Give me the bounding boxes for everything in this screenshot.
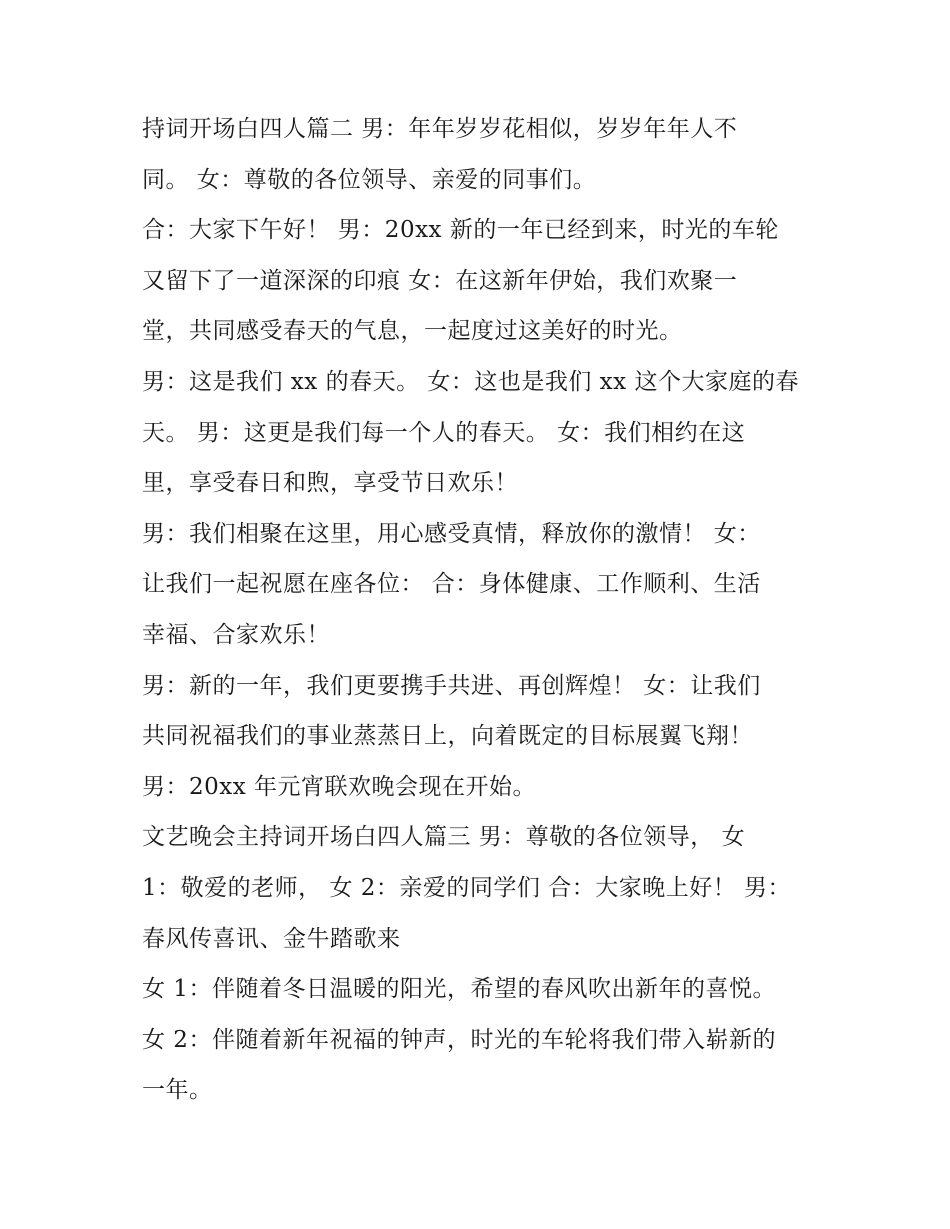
text-line: 女 2：伴随着新年祝福的钟声，时光的车轮将我们带入崭新的 [142,1026,776,1053]
text-line: 春风传喜讯、金牛踏歌来 [142,925,401,952]
text-line: 持词开场白四人篇二 男：年年岁岁花相似，岁岁年年人不 [142,116,738,142]
text-line: 又留下了一道深深的印痕 女：在这新年伊始，我们欢聚一 [142,267,738,294]
text-line: 男：20xx 年元宵联欢晚会现在开始。 [142,773,537,800]
text-line: 里，享受春日和煦，享受节日欢乐！ [142,470,518,497]
text-line: 男：新的一年，我们更要携手共进、再创辉煌！ 女：让我们 [142,672,761,699]
text-line: 1：敬爱的老师， 女 2：亲爱的同学们 合：大家晚上好！ 男： [142,874,792,901]
text-line: 共同祝福我们的事业蒸蒸日上，向着既定的目标展翼飞翔！ [142,723,753,750]
text-line: 让我们一起祝愿在座各位： 合：身体健康、工作顺利、生活 [142,571,761,598]
text-line: 同。 女：尊敬的各位领导、亲爱的同事们。 [142,166,597,193]
text-line: 男：我们相聚在这里，用心感受真情，释放你的激情！ 女： [142,520,761,547]
text-line: 合：大家下午好！ 男：20xx 新的一年已经到来，时光的车轮 [142,217,779,244]
document-body [142,110,822,1122]
text-line: 男：这是我们 xx 的春天。 女：这也是我们 xx 这个大家庭的春 [142,368,799,395]
text-line: 幸福、合家欢乐！ [142,621,330,648]
text-line: 女 1：伴随着冬日温暖的阳光，希望的春风吹出新年的喜悦。 [142,976,776,1003]
text-line: 一年。 [142,1077,213,1104]
text-line: 文艺晚会主持词开场白四人篇三 男：尊敬的各位领导， 女 [142,824,746,851]
text-line: 堂，共同感受春天的气息，一起度过这美好的时光。 [142,318,683,345]
text-line: 天。 男：这更是我们每一个人的春天。 女：我们相约在这 [142,419,746,446]
